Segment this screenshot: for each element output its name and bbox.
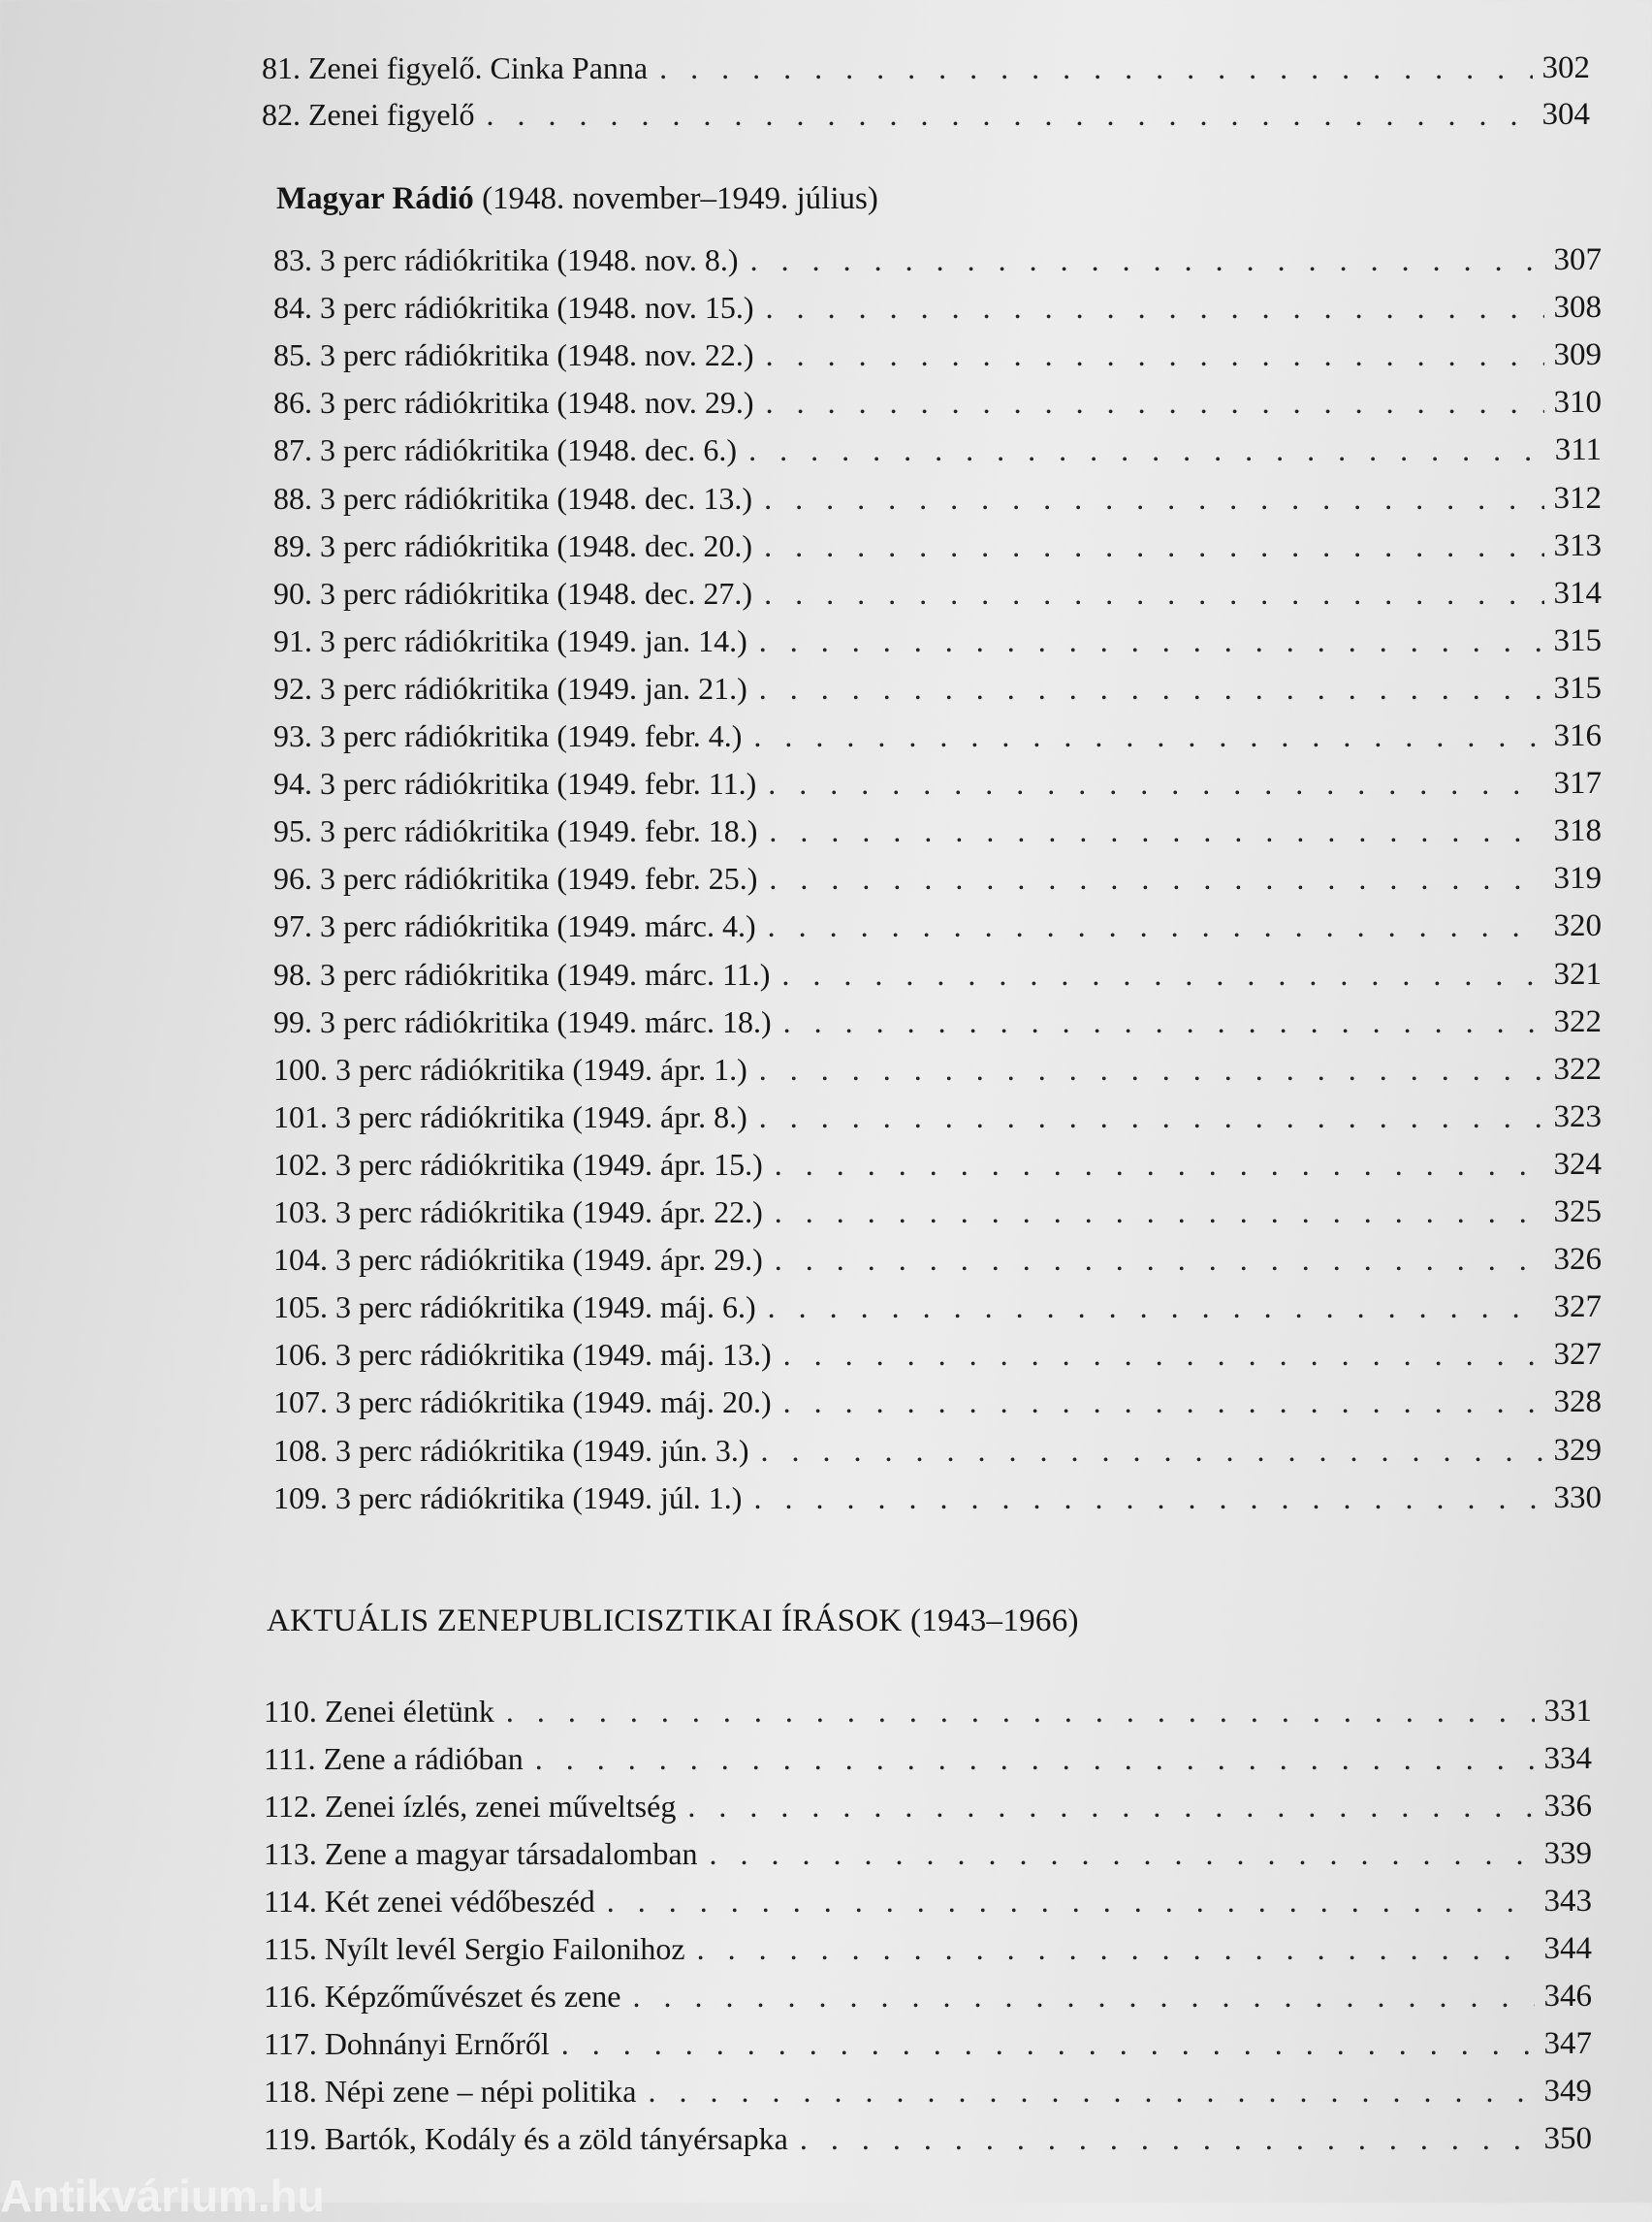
toc-entry [273,612,1602,660]
toc-entry-page: 350 [1543,2121,1592,2156]
toc-entry-title: 91. 3 perc rádiókritika (1949. jan. 14.) [273,622,747,658]
toc-entry-page: 308 [1553,290,1602,326]
toc-entry [273,1278,1602,1326]
toc-entry-page: 315 [1553,622,1602,658]
toc-entry-page: 318 [1553,813,1602,849]
dot-leader [766,288,1544,327]
toc-entry [273,754,1602,803]
toc-entry-title: 87. 3 perc rádiókritika (1948. dec. 6.) [273,432,738,468]
toc-entry [273,1373,1602,1421]
toc-entry-page: 326 [1553,1242,1602,1278]
toc-entry [264,2062,1592,2111]
toc-entry-page: 330 [1553,1479,1602,1515]
toc-entry [273,373,1602,422]
toc-entry [273,1230,1602,1279]
dot-leader [759,1050,1544,1089]
toc-entry [262,39,1590,87]
toc-entry [273,231,1602,279]
toc-entry-page: 327 [1553,1289,1602,1325]
toc-entry-title: 114. Két zenei védőbeszéd [264,1884,595,1919]
dot-leader [775,1145,1544,1184]
toc-entry-page: 321 [1553,956,1602,992]
toc-entry-title: 90. 3 perc rádiókritika (1948. dec. 27.) [273,575,753,611]
toc-entry-title: 94. 3 perc rádiókritika (1949. febr. 11.) [273,766,757,802]
toc-entry-title: 86. 3 perc rádiókritika (1948. nov. 29.) [273,385,754,421]
toc-entry [273,517,1602,565]
toc-entry [264,1825,1592,1873]
dot-leader [766,335,1544,374]
toc-entry-title: 88. 3 perc rádiókritika (1948. dec. 13.) [273,480,753,516]
toc-entry-title: 84. 3 perc rádiókritika (1948. nov. 15.) [273,290,754,326]
section-title-bold: Magyar Rádió [276,181,474,216]
dot-leader [632,1977,1534,2016]
toc-entry-title: 92. 3 perc rádiókritika (1949. jan. 21.) [273,670,747,706]
toc-entry-page: 336 [1543,1789,1592,1824]
toc-entry-page: 316 [1553,718,1602,753]
toc-entry [273,945,1602,994]
toc-entry [273,659,1602,708]
toc-entry-title: 97. 3 perc rádiókritika (1949. márc. 4.) [273,908,756,944]
toc-entry-title: 108. 3 perc rádiókritika (1949. jún. 3.) [273,1432,749,1468]
toc-entry [273,1325,1602,1374]
dot-leader [659,48,1532,87]
toc-entry [273,326,1602,374]
section-title-radio [276,177,878,220]
dot-leader [768,764,1543,803]
toc-entry-title: 111. Zene a rádióban [264,1741,524,1776]
toc-entry [264,1777,1592,1825]
toc-entry-title: 116. Képzőművészet és zene [264,1979,621,2014]
dot-leader [775,1240,1544,1279]
toc-entry-page: 307 [1553,242,1602,277]
toc-entry [273,564,1602,613]
toc-entry-title: 101. 3 perc rádiókritika (1949. ápr. 8.) [273,1098,747,1134]
toc-entry-title: 115. Nyílt levél Sergio Failonihoz [264,1931,685,1966]
toc-entry-title: 95. 3 perc rádiókritika (1949. febr. 18.) [273,813,758,849]
toc-entry [264,1872,1592,1920]
dot-leader [710,1834,1535,1873]
toc-entry [273,802,1602,850]
toc-entry [273,469,1602,518]
dot-leader [769,811,1543,850]
toc-entry-title: 102. 3 perc rádiókritika (1949. ápr. 15.) [273,1146,763,1182]
toc-entry-page: 310 [1553,385,1602,421]
toc-entry [273,707,1602,755]
dot-leader [768,1287,1544,1326]
dot-leader [764,479,1543,518]
section-heading-publicistics: AKTUÁLIS ZENEPUBLICISZTIKAI ÍRÁSOK (1943–1966) [267,1603,1079,1638]
toc-entry-title: 96. 3 perc rádiókritika (1949. febr. 25.) [273,861,758,897]
dot-leader [697,1929,1535,1968]
toc-entry [264,1730,1592,1778]
toc-entry-page: 346 [1543,1979,1592,2014]
toc-entry [273,993,1602,1041]
toc-entry-page: 323 [1553,1098,1602,1134]
dot-leader [783,1382,1544,1421]
toc-entry-page: 325 [1553,1194,1602,1229]
toc-entry-title: 107. 3 perc rádiókritika (1949. máj. 20.) [273,1384,772,1420]
toc-entry-title: 98. 3 perc rádiókritika (1949. márc. 11.) [273,956,771,992]
toc-entry-page: 322 [1553,1051,1602,1087]
dot-leader [781,955,1543,994]
toc-entry [264,1967,1592,2016]
toc-entry-title: 89. 3 perc rádiókritika (1948. dec. 20.) [273,527,753,563]
toc-entry-page: 317 [1553,766,1602,802]
toc-entry-page: 315 [1553,670,1602,706]
dot-leader [687,1787,1534,1825]
toc-entry-page: 324 [1553,1146,1602,1182]
toc-entry-page: 314 [1553,575,1602,611]
toc-entry-page: 302 [1541,50,1590,85]
dot-leader [783,1002,1544,1041]
toc-entry [273,1469,1602,1517]
dot-leader [800,2119,1535,2158]
toc-entry-page: 344 [1543,1931,1592,1966]
toc-entry-page: 327 [1553,1337,1602,1373]
toc-entry-title: 112. Zenei ízlés, zenei műveltség [264,1789,677,1824]
toc-entry [262,85,1590,134]
dot-leader [759,621,1544,660]
toc-entry-page: 331 [1543,1694,1592,1729]
toc-entry-page: 334 [1543,1741,1592,1776]
toc-entry-title: 118. Népi zene – népi politika [264,2074,637,2109]
toc-entry-page: 319 [1553,861,1602,897]
toc-entry [273,278,1602,327]
toc-entry-page: 343 [1543,1884,1592,1919]
toc-entry-page: 349 [1543,2074,1592,2109]
toc-entry [273,1183,1602,1231]
toc-entry-title: 113. Zene a magyar társadalomban [264,1836,698,1871]
dot-leader [759,669,1544,708]
toc-entry [273,1088,1602,1136]
toc-entry-title: 110. Zenei életünk [264,1694,494,1729]
toc-entry-title: 119. Bartók, Kodály és a zöld tányérsapka [264,2121,788,2156]
toc-entry [264,1682,1592,1730]
toc-entry [273,849,1602,898]
toc-entry-title: 93. 3 perc rádiókritika (1949. febr. 4.) [273,718,743,753]
toc-entry [264,1920,1592,1968]
dot-leader [753,716,1543,755]
dot-leader [561,2024,1535,2063]
dot-leader [486,95,1532,134]
toc-entry-page: 312 [1553,480,1602,516]
toc-entry-page: 328 [1553,1384,1602,1420]
dot-leader [750,240,1544,279]
toc-entry [264,2110,1592,2158]
toc-entry-title: 81. Zenei figyelő. Cinka Panna [262,50,649,85]
toc-entry-page: 320 [1553,908,1602,944]
toc-entry [273,421,1602,469]
dot-leader [535,1739,1535,1778]
dot-leader [506,1692,1535,1730]
toc-entry-title: 106. 3 perc rádiókritika (1949. máj. 13.) [273,1337,772,1373]
dot-leader [775,1192,1544,1231]
dot-leader [766,383,1544,422]
toc-entry-page: 322 [1553,1003,1602,1039]
toc-entry-title: 99. 3 perc rádiókritika (1949. márc. 18.) [273,1003,772,1039]
dot-leader [607,1882,1535,1920]
toc-entry-title: 105. 3 perc rádiókritika (1949. máj. 6.) [273,1289,756,1325]
toc-entry-page: 339 [1543,1836,1592,1871]
dot-leader [753,1478,1543,1517]
toc-entry [273,897,1602,945]
toc-entry-page: 347 [1543,2026,1592,2061]
dot-leader [764,574,1543,613]
toc-entry-title: 104. 3 perc rádiókritika (1949. ápr. 29.) [273,1242,763,1278]
toc-entry-page: 329 [1553,1432,1602,1468]
dot-leader [764,526,1543,565]
toc-entry [273,1040,1602,1089]
toc-entry-title: 85. 3 perc rádiókritika (1948. nov. 22.) [273,337,754,373]
dot-leader [761,1431,1544,1470]
toc-entry [264,2015,1592,2063]
dot-leader [769,859,1543,898]
toc-entry [273,1135,1602,1184]
section-title-rest: (1948. november–1949. július) [473,181,878,216]
dot-leader [768,906,1544,945]
toc-entry-title: 100. 3 perc rádiókritika (1949. ápr. 1.) [273,1051,747,1087]
toc-entry-title: 117. Dohnányi Ernőről [264,2026,550,2061]
toc-entry-page: 313 [1553,527,1602,563]
toc-entry-title: 82. Zenei figyelő [262,97,475,132]
watermark: Antikvárium.hu [0,2171,325,2221]
toc-entry-title: 103. 3 perc rádiókritika (1949. ápr. 22.) [273,1194,763,1229]
toc-entry-page: 309 [1553,337,1602,373]
toc-entry-page: 311 [1554,432,1602,468]
dot-leader [748,430,1545,469]
dot-leader [648,2072,1534,2111]
toc-entry-title: 83. 3 perc rádiókritika (1948. nov. 8.) [273,242,739,277]
dot-leader [759,1097,1544,1136]
toc-entry-page: 304 [1541,97,1590,132]
toc-entry-title: 109. 3 perc rádiókritika (1949. júl. 1.) [273,1479,743,1515]
dot-leader [783,1335,1544,1374]
toc-entry [273,1421,1602,1470]
